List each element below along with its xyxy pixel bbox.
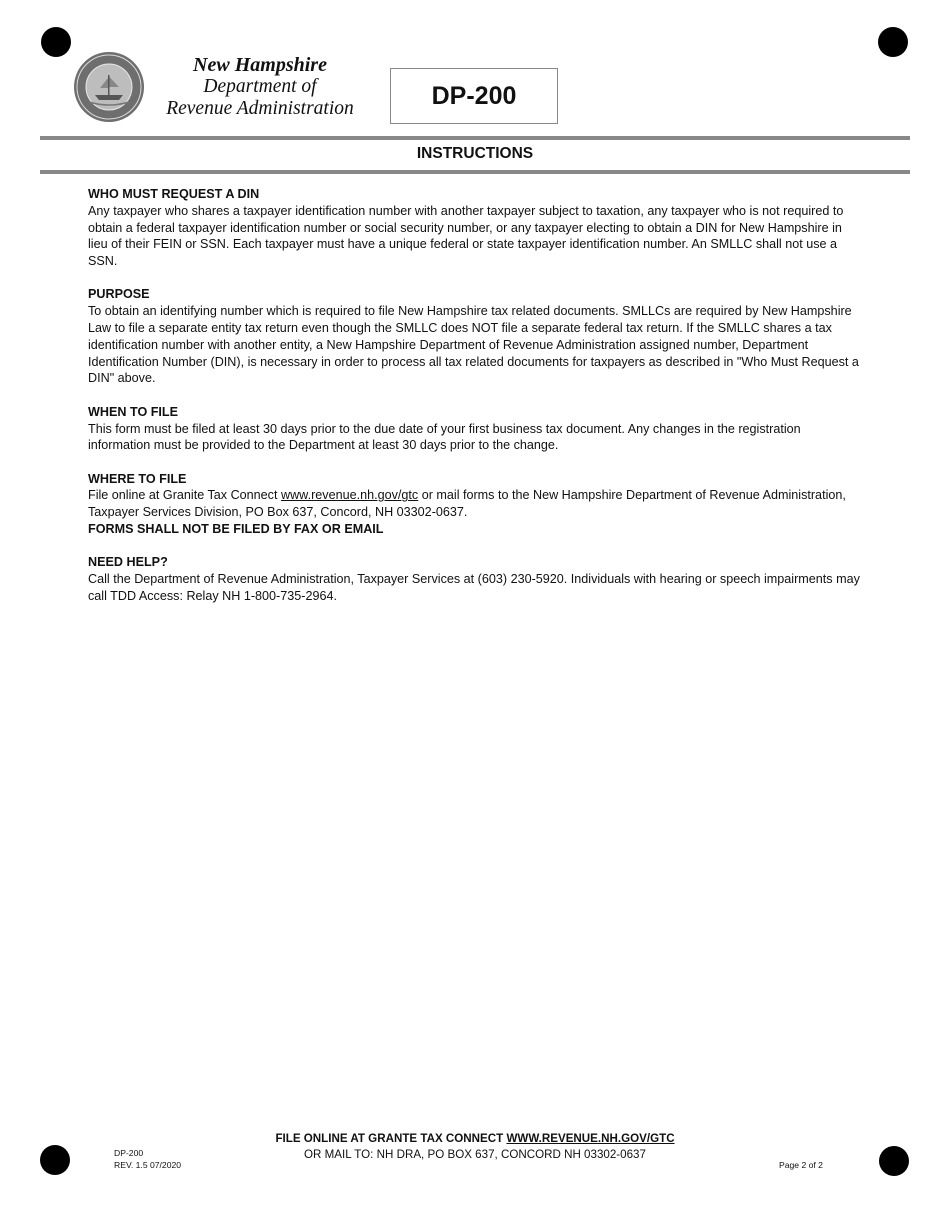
section-purpose: [88, 286, 863, 387]
section-when-to-file: [88, 404, 863, 454]
page-heading: INSTRUCTIONS: [416, 145, 534, 162]
section-title: PURPOSE: [88, 287, 150, 302]
section-title: NEED HELP?: [88, 555, 168, 570]
agency-state: New Hampshire: [193, 54, 327, 76]
footer-form-id: DP-200: [114, 1148, 144, 1158]
footer-form-info: [114, 1147, 181, 1172]
section-need-help: [88, 554, 863, 604]
footer-revision: REV. 1.5 07/2020: [114, 1160, 182, 1171]
agency-name: [150, 54, 370, 120]
where-text-pre: File online at Granite Tax Connect: [88, 488, 281, 503]
section-body: [88, 487, 863, 521]
section-body: Any taxpayer who shares a taxpayer identification number with another taxpayer subject to taxation, any taxpayer who is not required to obtain a federal taxpayer identification number or social security number, or any taxpayer electing to obtain a DIN for New Hampshire in lieu of their FEIN or SSN. Each taxpayer must have a unique federal or state taxpayer identification number. An SMLLC shall not use a SSN.: [88, 203, 844, 269]
fax-email-notice: FORMS SHALL NOT BE FILED BY FAX OR EMAIL: [88, 522, 384, 537]
section-who-must-request: [88, 186, 863, 270]
footer-gtc-link[interactable]: WWW.REVENUE.NH.GOV/GTC: [506, 1132, 675, 1145]
punch-hole-top-right: [878, 27, 908, 57]
agency-line-3: Revenue Administration: [166, 98, 354, 119]
footer-line-1-text: FILE ONLINE AT GRANTE TAX CONNECT: [275, 1132, 507, 1145]
form-number-box: [390, 68, 558, 124]
footer-page-number: Page 2 of 2: [779, 1160, 823, 1170]
section-title: WHERE TO FILE: [88, 471, 187, 486]
instructions-content: [88, 186, 863, 621]
section-body: Call the Department of Revenue Administration, Taxpayer Services at (603) 230-5920. Individuals with hearing or speech impairments may call TDD Access: Relay NH 1-800-735-2964.: [88, 572, 860, 603]
agency-line-2: Department of: [203, 76, 317, 97]
footer-line-2: OR MAIL TO: NH DRA, PO BOX 637, CONCORD NH 03302-0637: [304, 1147, 646, 1161]
section-title: WHEN TO FILE: [88, 404, 179, 419]
header-rule-top: [40, 136, 910, 140]
section-body: This form must be filed at least 30 days prior to the due date of your first business tax document. Any changes in the registration information must be provided to the Department at least 30 days prior to the change.: [88, 421, 801, 453]
state-seal-icon: [73, 51, 145, 123]
section-title: WHO MUST REQUEST A DIN: [88, 187, 260, 201]
where-text-post: or mail forms to the New Hampshire Department of Revenue Administration, Taxpayer Services Division, PO Box 637, Concord, NH 03302-0637.: [88, 488, 846, 520]
punch-hole-top-left: [41, 27, 71, 57]
footer-line-1: [0, 1131, 950, 1147]
section-body: To obtain an identifying number which is required to file New Hampshire tax related documents. SMLLCs are required by New Hampshire Law to file a separate entity tax return even though the SMLLC does NOT file a separate federal tax return. If the SMLLC shares a tax identification number with another entity, a New Hampshire Department of Revenue Administration assigned number, Department Identification Number (DIN), is necessary in order to process all tax related documents for taxpayers as described in "Who Must Request a DIN" above.: [88, 304, 859, 386]
header-rule-bottom: [40, 170, 910, 174]
gtc-link[interactable]: www.revenue.nh.gov/gtc: [280, 488, 419, 503]
form-number: DP-200: [431, 81, 517, 110]
section-where-to-file: [88, 471, 863, 538]
